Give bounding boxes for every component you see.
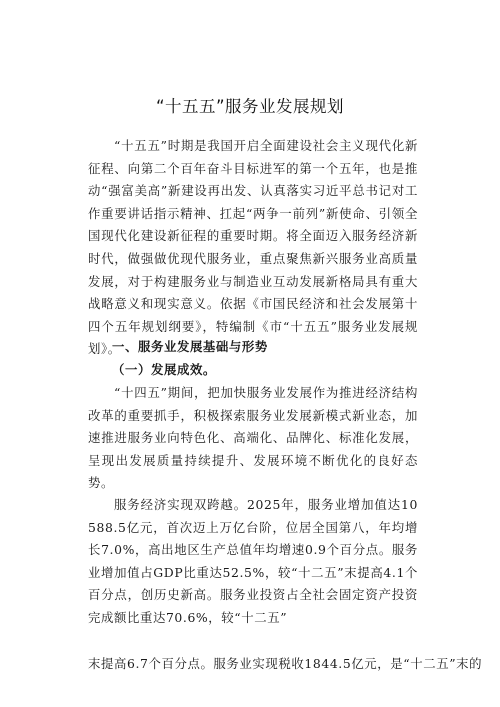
section-heading: 一、服务业发展基础与形势: [112, 339, 268, 354]
intro-paragraph: “十五五”时期是我国开启全面建设社会主义现代化新征程、向第二个百年奋斗目标进军的第一个五年，也是推动“强富美高”新建设再出发、认真落实习近平总书记对工作重要讲话指示精神、扛起“两争一前列”新使命、引领全国现代化建设新征程的重要时期。将全面迈入服务经济新时代，做强做优现代服务业，重点聚焦新兴服务业高质量发展，对于构建服务业与制造业互动发展新格局具有重大战略意义和现实意义。依据《市国民经济和社会发展第十四个五年规划纲要》，特编制《市“十五五”服务业发展规划》。: [88, 138, 418, 357]
paragraph-service-economy: 服务经济实现双跨越。2025年，服务业增加值达10588.5亿元，首次迈上万亿台阶，位居全国第八，年均增长7.0%，高出地区生产总值年均增速0.9个百分点。服务业增加值占GDP比重达52.5%，较“十二五”末提高4.1个百分点，创历史新高。服务业投资占全社会固定资产投资完成额比重达70.6%，较“十二五”: [88, 497, 418, 625]
subsection-heading: （一）发展成效。: [112, 362, 216, 377]
paragraph-development-results: “十四五”期间，把加快服务业发展作为推进经济结构改革的重要抓手，积极探索服务业发展新模式新业态，加速推进服务业向特色化、高端化、品牌化、标准化发展，呈现出发展质量持续提升、发展环境不断优化的良好态势。: [88, 385, 418, 491]
document-title: “十五五”服务业发展规划: [155, 97, 345, 116]
paragraph-continuation: 末提高6.7个百分点。服务业实现税收1844.5亿元，是“十二五”末的: [88, 656, 483, 671]
